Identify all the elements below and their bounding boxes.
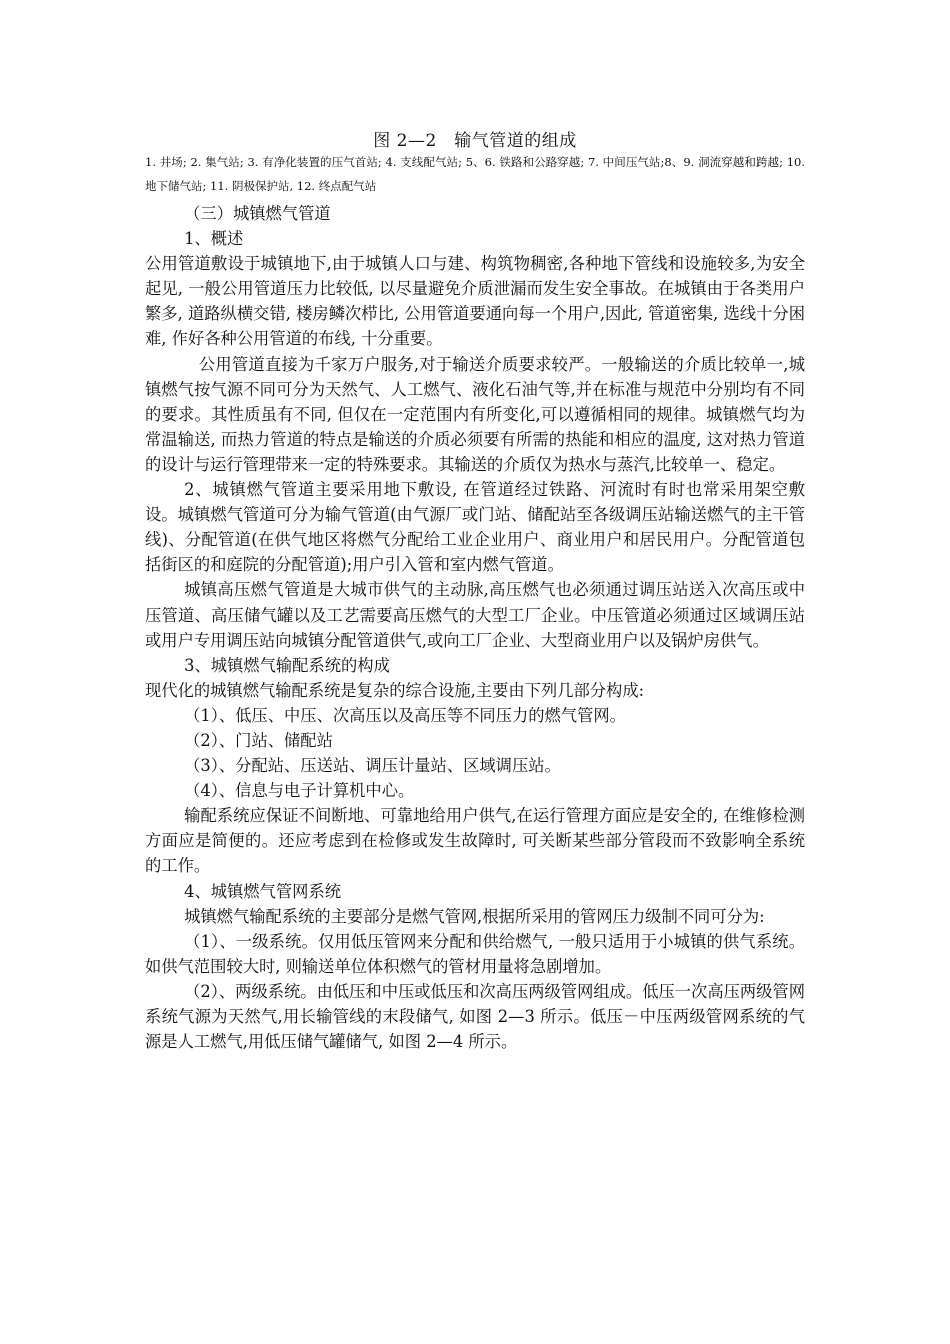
paragraph: 公用管道直接为千家万户服务,对于输送介质要求较严。一般输送的介质比较单一,城镇燃气按气源不同可分为天然气、人工燃气、液化石油气等,并在标准与规范中分别均有不同的要求。其性质虽有不同, 但仅在一定范围内有所变化,可以遵循相同的规律。城镇燃气均为常温输送, 而热力管道的特点是输送的介质必须要有所需的热能和相应的温度, 这对热力管道的设计与运行管理带来一定的特殊要求。其输送的介质仅为热水与蒸汽,比较单一、稳定。 — [145, 354, 805, 474]
subsection-heading: 4、城镇燃气管网系统 — [184, 881, 342, 901]
list-item: （1）、一级系统。仅用低压管网来分配和供给燃气, 一般只适用于小城镇的供气系统。如供气范围较大时, 则输送单位体积燃气的管材用量将急剧增加。 — [145, 931, 805, 976]
paragraph: 现代化的城镇燃气输配系统是复杂的综合设施,主要由下列几部分构成: — [145, 680, 645, 700]
figure-legend: 1. 井场; 2. 集气站; 3. 有净化装置的压气首站; 4. 支线配气站; 5、6. 铁路和公路穿越; 7. 中间压气站;8、9. 洞流穿越和跨越; 10. 地下储气站; 11. 阴极保护站, 12. 终点配气站 — [145, 155, 805, 193]
list-item: （1）、低压、中压、次高压以及高压等不同压力的燃气管网。 — [184, 705, 626, 725]
section-heading: （三）城镇燃气管道 — [184, 204, 331, 223]
paragraph: 城镇燃气输配系统的主要部分是燃气管网,根据所采用的管网压力级制不同可分为: — [184, 906, 765, 926]
paragraph: 2、城镇燃气管道主要采用地下敷设, 在管道经过铁路、河流时有时也常采用架空敷设。城镇燃气管道可分为输气管道(由气源厂或门站、储配站至各级调压站输送燃气的主干管线)、分配管道(在供气地区将燃气分配给工业企业用户、商业用户和居民用户。分配管道包括街区的和庭院的分配管道);用户引入管和室内燃气管道。 — [145, 480, 805, 575]
paragraph: 输配系统应保证不间断地、可靠地给用户供气,在运行管理方面应是安全的, 在维修检测方面应是简便的。还应考虑到在检修或发生故障时, 可关断某些部分管段而不致影响全系统的工作。 — [145, 806, 805, 876]
list-item: （4）、信息与电子计算机中心。 — [184, 781, 415, 801]
list-item: （2）、门站、储配站 — [184, 730, 333, 750]
body-text — [145, 201, 805, 1054]
paragraph: 公用管道敷设于城镇地下,由于城镇人口与建、构筑物稠密,各种地下管线和设施较多,为安全起见, 一般公用管道压力比较低, 以尽量避免介质泄漏而发生安全事故。在城镇由于各类用户繁多, 道路纵横交错, 楼房鳞次栉比, 公用管道要通向每一个用户,因此, 管道密集, 选线十分困难, 作好各种公用管道的布线, 十分重要。 — [145, 254, 805, 349]
subsection-heading: 1、概述 — [184, 229, 244, 249]
list-item: （3）、分配站、压送站、调压计量站、区域调压站。 — [184, 756, 561, 776]
list-item: （2）、两级系统。由低压和中压或低压和次高压两级管网组成。低压一次高压两级管网系统气源为天然气,用长输管线的末段储气, 如图 2—3 所示。低压－中压两级管网系统的气源是人工燃气,用低压储气罐储气, 如图 2—4 所示。 — [145, 981, 806, 1052]
paragraph: 城镇高压燃气管道是大城市供气的主动脉,高压燃气也必须通过调压站送入次高压或中压管道、高压储气罐以及工艺需要高压燃气的大型工厂企业。中压管道必须通过区域调压站或用户专用调压站向城镇分配管道供气,或向工厂企业、大型商业用户以及锅炉房供气。 — [145, 580, 805, 650]
figure-caption: 图 2—2 输气管道的组成 — [373, 131, 577, 151]
subsection-heading: 3、城镇燃气输配系统的构成 — [184, 655, 390, 675]
